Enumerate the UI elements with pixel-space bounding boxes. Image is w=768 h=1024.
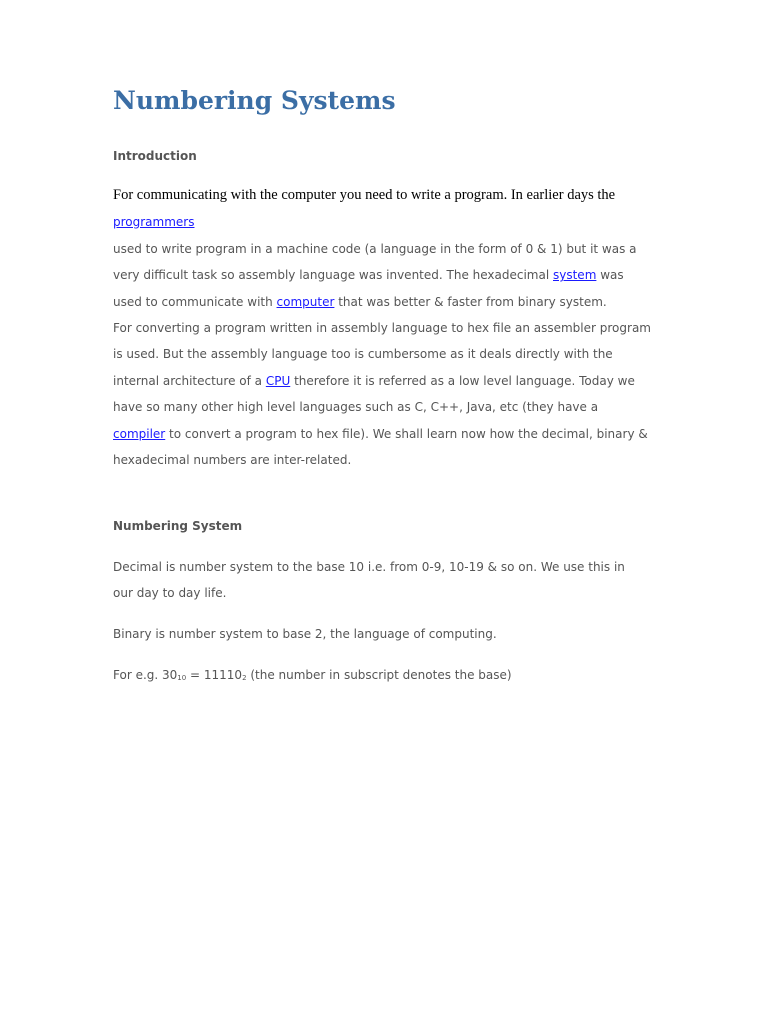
text-line — [113, 262, 658, 288]
text-line — [113, 289, 658, 315]
subscript-base-2: 2 — [242, 674, 247, 682]
link-cpu[interactable]: CPU — [265, 373, 291, 388]
page-title: Numbering Systems — [113, 86, 396, 115]
text-segment: internal architecture of a — [113, 373, 266, 388]
text-line: Decimal is number system to the base 10 i.e. from 0-9, 10-19 & so on. We use this in — [113, 560, 625, 574]
text-segment: = 11110 — [186, 668, 243, 682]
text-line: our day to day life. — [113, 586, 227, 601]
text-segment: For e.g. 30 — [113, 668, 178, 682]
text-segment: therefore it is referred as a low level language. Today we — [290, 373, 635, 388]
text-segment: that was better & faster from binary system. — [334, 294, 607, 309]
link-computer[interactable]: computer — [276, 294, 335, 309]
text-segment: very difficult task so assembly language was invented. The hexadecimal — [113, 268, 553, 283]
binary-paragraph — [113, 621, 658, 647]
intro-paragraph-1 — [113, 236, 658, 315]
text-line: is used. But the assembly language too is cumbersome as it deals directly with the — [113, 347, 613, 362]
text-line — [113, 368, 658, 394]
link-programmers[interactable]: programmers — [113, 215, 195, 229]
text-segment: used to communicate with — [113, 294, 277, 309]
subscript-base-10: 10 — [177, 674, 187, 682]
example-paragraph — [113, 662, 658, 691]
decimal-paragraph — [113, 554, 658, 607]
text-segment: (the number in subscript denotes the base) — [246, 668, 512, 682]
text-line: Binary is number system to base 2, the language of computing. — [113, 627, 497, 641]
text-line — [113, 662, 658, 691]
text-line: have so many other high level languages such as C, C++, Java, etc (they have a — [113, 400, 599, 415]
text-line: For converting a program written in assembly language to hex file an assembler program — [113, 321, 651, 335]
text-segment: was — [596, 268, 624, 283]
text-line: used to write program in a machine code (a language in the form of 0 & 1) but it was a — [113, 242, 637, 256]
text-line — [113, 421, 658, 447]
section-heading-numbering-system: Numbering System — [113, 519, 243, 533]
programmers-link-line — [113, 209, 658, 235]
text-segment: to convert a program to hex file). We shall learn now how the decimal, binary & — [165, 426, 648, 441]
link-system[interactable]: system — [553, 268, 597, 283]
link-compiler[interactable]: compiler — [113, 426, 166, 441]
intro-serif-line: For communicating with the computer you need to write a program. In earlier days the — [113, 187, 616, 203]
section-heading-introduction: Introduction — [113, 149, 197, 163]
text-line: hexadecimal numbers are inter-related. — [113, 453, 352, 468]
intro-paragraph-2 — [113, 315, 658, 473]
